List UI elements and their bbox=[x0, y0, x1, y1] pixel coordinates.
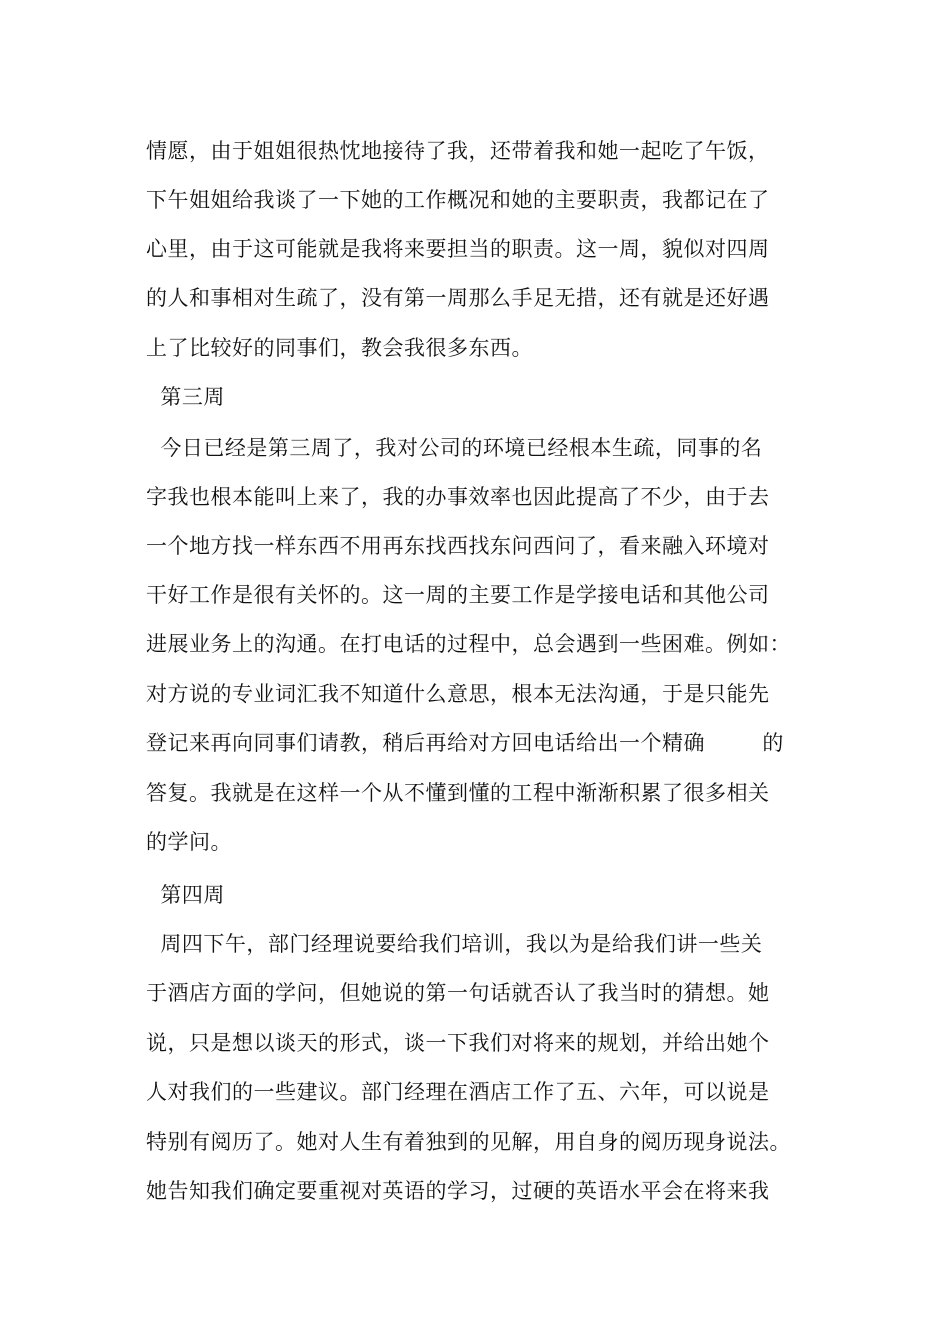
text-line: 于酒店方面的学问，但她说的第一句话就否认了我当时的猜想。她 bbox=[146, 981, 770, 1005]
text-line: 的人和事相对生疏了，没有第一周那么手足无措，还有就是还好遇 bbox=[146, 286, 770, 310]
text-line: 她告知我们确定要重视对英语的学习，过硬的英语水平会在将来我 bbox=[146, 1179, 770, 1203]
text-line: 上了比较好的同事们，教会我很多东西。 bbox=[146, 336, 533, 360]
text-line: 下午姐姐给我谈了一下她的工作概况和她的主要职责，我都记在了 bbox=[146, 188, 770, 212]
text-line: 答复。我就是在这样一个从不懂到懂的工程中渐渐积累了很多相关 bbox=[146, 781, 770, 805]
text-line: 的学问。 bbox=[146, 830, 232, 854]
text-line: 登记来再向同事们请教，稍后再给对方回电话给出一个精确 的 bbox=[146, 731, 784, 755]
text-line: 人对我们的一些建议。部门经理在酒店工作了五、六年，可以说是 bbox=[146, 1080, 770, 1104]
text-line: 对方说的专业词汇我不知道什么意思，根本无法沟通，于是只能先 bbox=[146, 682, 770, 706]
text-line: 说，只是想以谈天的形式，谈一下我们对将来的规划，并给出她个 bbox=[146, 1031, 770, 1055]
text-line: 今日已经是第三周了，我对公司的环境已经根本生疏，同事的名 bbox=[146, 436, 763, 460]
text-line: 心里，由于这可能就是我将来要担当的职责。这一周，貌似对四周 bbox=[146, 237, 770, 261]
section-heading-week4: 第四周 bbox=[146, 883, 225, 907]
section-heading-week3: 第三周 bbox=[146, 385, 225, 409]
text-line: 特别有阅历了。她对人生有着独到的见解，用自身的阅历现身说法。 bbox=[146, 1130, 791, 1154]
text-line: 字我也根本能叫上来了，我的办事效率也因此提高了不少，由于去 bbox=[146, 485, 770, 509]
text-line: 进展业务上的沟通。在打电话的过程中，总会遇到一些困难。例如： bbox=[146, 632, 791, 656]
text-line: 情愿，由于姐姐很热忱地接待了我，还带着我和她一起吃了午饭， bbox=[146, 139, 770, 163]
text-line: 一个地方找一样东西不用再东找西找东问西问了，看来融入环境对 bbox=[146, 534, 770, 558]
text-line: 周四下午，部门经理说要给我们培训，我以为是给我们讲一些关 bbox=[146, 932, 763, 956]
text-line: 干好工作是很有关怀的。这一周的主要工作是学接电话和其他公司 bbox=[146, 583, 770, 607]
